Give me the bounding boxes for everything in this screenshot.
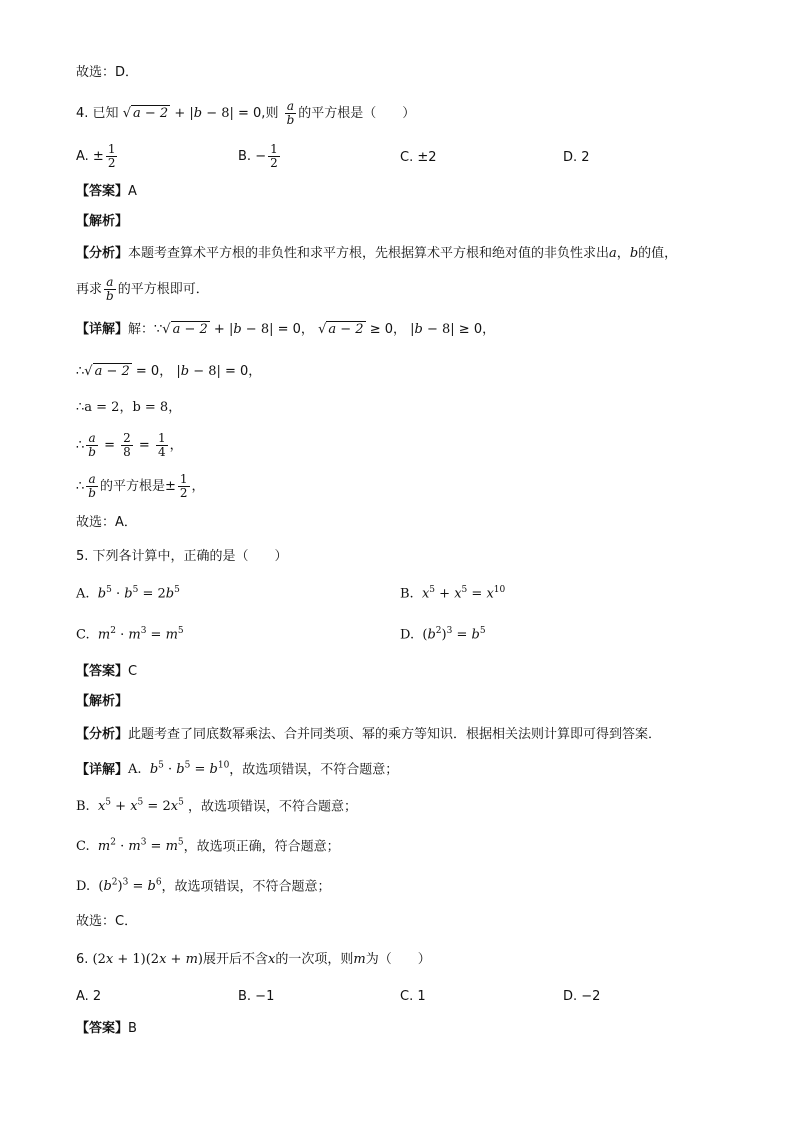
option-b: B. $x^5 + x^5 = x^{10}$ xyxy=(400,585,506,602)
answer-line: 【答案】B xyxy=(76,1021,137,1036)
option-b: B. − $\frac{1}{2}$ xyxy=(238,142,278,170)
option-a: A. $b^5 \cdot b^5 = 2b^5$ xyxy=(76,585,180,602)
detail-c: C. $m^2 \cdot m^3 = m^5$，故选项正确，符合题意； xyxy=(76,838,340,855)
option-a: A. ± $\frac{1}{2}$ xyxy=(76,142,116,170)
conclusion-text: 故选：A． xyxy=(76,515,137,530)
answer-line: 【答案】A xyxy=(76,184,137,199)
answer-line: 【答案】C xyxy=(76,664,138,679)
conclusion-text: 故选：D． xyxy=(76,65,139,80)
detail-line-4: ∴ $\frac{a}{b}$ = $\frac{2}{8}$ = $\frac{1}{4}$ ， xyxy=(76,431,183,459)
sqrt-expression: √ a − 2 xyxy=(122,106,169,121)
detail-line-2: ∴√ a − 2 = 0， |b − 8| = 0， xyxy=(76,364,262,379)
analysis-text: 【分析】本题考查算术平方根的非负性和求平方根，先根据算术平方根和绝对值的非负性求出a，b的值， xyxy=(76,246,678,261)
option-d: D. $(b^2)^3 = b^5$ xyxy=(400,626,486,643)
analysis-heading: 【解析】 xyxy=(76,214,129,229)
option-d: D. −2 xyxy=(563,989,601,1004)
question-4-stem: 4. 已知 √ a − 2 + |b − 8| = 0,则 $\frac{a}{b}$ 的平方根是（ ） xyxy=(76,99,416,127)
analysis-text-cont: 再求 $\frac{a}{b}$ 的平方根即可． xyxy=(76,275,209,303)
detail-line-1: 【详解】解：∵√ a − 2 + |b − 8| = 0， √ a − 2 ≥ 0， |b − 8| ≥ 0， xyxy=(76,322,496,337)
question-6-stem: 6. (2x + 1)(2x + m)展开后不含x的一次项，则m为（ ） xyxy=(76,952,431,967)
fraction-a-over-b: $\frac{a}{b}$ xyxy=(286,99,295,127)
option-c: C. 1 xyxy=(400,989,426,1004)
detail-line-3: ∴a = 2，b = 8， xyxy=(76,400,182,415)
detail-b: B. $x^5 + x^5 = 2x^5$ ，故选项错误，不符合题意； xyxy=(76,798,357,815)
detail-line-5: ∴ $\frac{a}{b}$ 的平方根是± $\frac{1}{2}$ ， xyxy=(76,472,205,500)
analysis-heading: 【解析】 xyxy=(76,694,129,709)
option-d: D. 2 xyxy=(563,150,590,165)
question-5-stem: 5. 下列各计算中，正确的是（ ） xyxy=(76,549,288,564)
conclusion-text: 故选：C． xyxy=(76,914,138,929)
detail-d: D. $(b^2)^3 = b^6$，故选项错误，不符合题意； xyxy=(76,878,331,895)
detail-a: 【详解】A. $b^5 \cdot b^5 = b^{10}$，故选项错误，不符合题意； xyxy=(76,761,399,778)
option-a: A. 2 xyxy=(76,989,102,1004)
analysis-text: 【分析】此题考查了同底数幂乘法、合并同类项、幂的乘方等知识．根据相关法则计算即可得到答案． xyxy=(76,727,662,742)
option-c: C. ±2 xyxy=(400,150,437,165)
option-c: C. $m^2 \cdot m^3 = m^5$ xyxy=(76,626,184,643)
option-b: B. −1 xyxy=(238,989,275,1004)
